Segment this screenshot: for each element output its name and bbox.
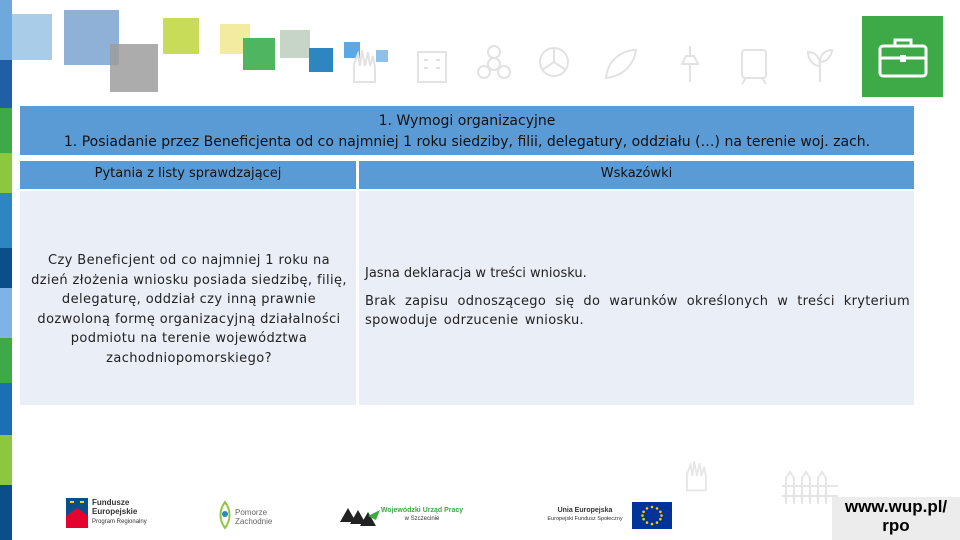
title-line-2: 1. Posiadanie przez Beneficjenta od co najmniej 1 roku siedziby, filii, delegatury, oddziału (…) na terenie woj. zach. bbox=[63, 134, 871, 150]
hint-text bbox=[365, 264, 910, 339]
left-color-strip bbox=[0, 0, 12, 540]
logo-pomorze-zachodnie bbox=[215, 500, 285, 532]
title-line-1: 1. Wymogi organizacyjne bbox=[378, 113, 556, 129]
hint-line-2: Brak zapisu odnoszącego się do warunków określonych w treści kryterium spowoduje odrzucenie wniosku. bbox=[365, 293, 910, 328]
website-link-line-1[interactable]: www.wup.pl/ bbox=[844, 497, 948, 516]
logo-fe-line-1: Fundusze bbox=[92, 498, 130, 507]
hand-icon bbox=[342, 42, 386, 86]
logo-unia-europejska bbox=[540, 502, 675, 530]
hint-line-1: Jasna deklaracja w treści wniosku. bbox=[365, 266, 587, 281]
building-icon bbox=[410, 42, 454, 86]
logo-pomorze-line-1: Pomorze bbox=[235, 508, 268, 517]
briefcase-icon bbox=[877, 35, 929, 79]
website-link[interactable] bbox=[832, 497, 960, 540]
lamp-icon bbox=[668, 42, 712, 86]
table-row bbox=[20, 191, 914, 405]
logo-fe-line-3: Program Regionalny bbox=[92, 519, 147, 525]
logo-ue-line-2: Europejski Fundusz Społeczny bbox=[547, 516, 623, 522]
pomorze-zachodnie-emblem-icon bbox=[215, 500, 235, 530]
hint-cell bbox=[359, 191, 914, 405]
question-text: Czy Beneficjent od co najmniej 1 roku na dzień złożenia wniosku posiada siedzibę, filię, delegaturę, oddział czy inną prawnie dozwoloną formę organizacyjną działalności podmiotu na terenie województwa zachodniopomorskiego? bbox=[31, 253, 347, 366]
table-title bbox=[20, 106, 914, 158]
column-header-questions: Pytania z listy sprawdzającej bbox=[20, 161, 356, 189]
requirements-table bbox=[20, 106, 914, 405]
column-header-hints: Wskazówki bbox=[359, 161, 914, 189]
windmill-icon bbox=[532, 42, 576, 86]
leaf-icon bbox=[598, 42, 642, 86]
fence-icon bbox=[780, 470, 840, 506]
logo-pomorze-line-2: Zachodnie bbox=[235, 517, 273, 526]
logo-fundusze-europejskie bbox=[66, 496, 156, 532]
logo-fe-line-2: Europejskie bbox=[92, 507, 138, 516]
website-link-line-2[interactable]: rpo bbox=[882, 516, 910, 535]
briefcase-tile bbox=[862, 16, 943, 97]
tram-icon bbox=[732, 42, 776, 86]
logo-wup-line-1: Wojewódzki Urząd Pracy bbox=[380, 507, 464, 514]
logo-ue-line-1: Unia Europejska bbox=[557, 507, 613, 514]
logo-wup-line-2: w Szczecinie bbox=[404, 516, 440, 522]
background-icon-row bbox=[20, 30, 920, 100]
fundusze-europejskie-emblem-icon bbox=[66, 498, 88, 528]
logo-wup bbox=[338, 502, 483, 530]
flower-icon bbox=[472, 42, 516, 86]
question-cell bbox=[20, 191, 356, 405]
plant-icon bbox=[798, 42, 842, 86]
table-header-row bbox=[20, 161, 914, 189]
hand-icon bbox=[676, 452, 716, 496]
eu-flag-icon bbox=[632, 502, 672, 529]
